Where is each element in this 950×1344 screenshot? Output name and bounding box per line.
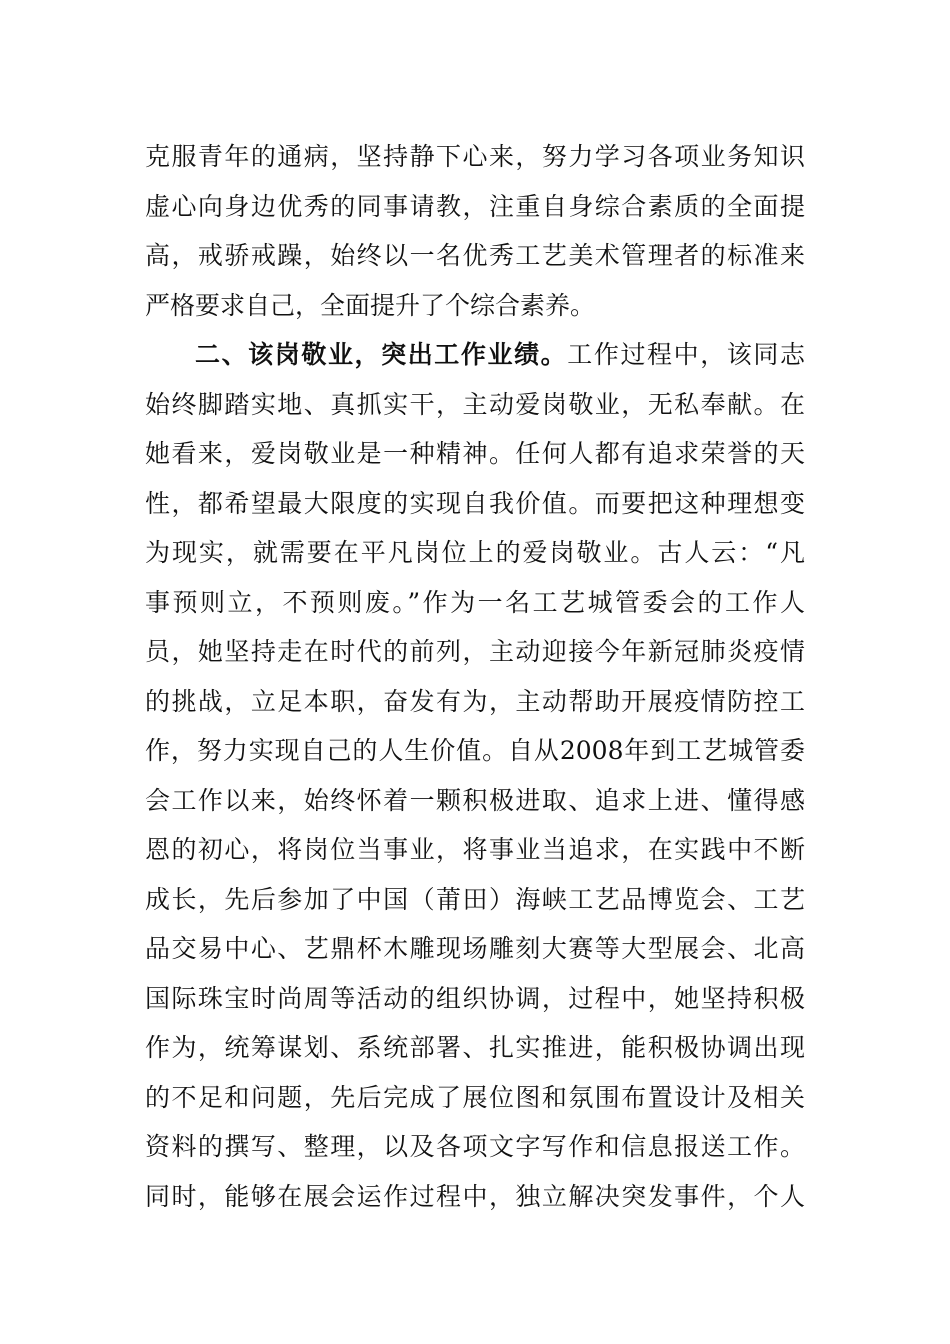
paragraph-2-line: 作为，统筹谋划、系统部署、扎实推进，能积极协调出现 (145, 1033, 805, 1062)
paragraph-2-line: 事预则立，不预则废。”作为一名工艺城管委会的工作人 (145, 587, 805, 617)
paragraph-1-line: 高，戒骄戒躁，始终以一名优秀工艺美术管理者的标准来 (145, 241, 805, 270)
paragraph-2-line: 她看来，爱岗敬业是一种精神。任何人都有追求荣誉的天 (145, 439, 805, 468)
body-text (145, 132, 805, 1221)
paragraph-2-lead: 工作过程中，该同志 (567, 340, 805, 369)
paragraph-2-line: 性，都希望最大限度的实现自我价值。而要把这种理想变 (145, 488, 805, 518)
paragraph-2-line: 作，努力实现自己的人生价值。自从2008年到工艺城管委 (145, 736, 805, 765)
paragraph-2-line: 国际珠宝时尚周等活动的组织协调，过程中，她坚持积极 (145, 983, 805, 1013)
paragraph-2-line: 的挑战，立足本职，奋发有为，主动帮助开展疫情防控工 (145, 686, 805, 716)
paragraph-2-line: 同时，能够在展会运作过程中，独立解决突发事件，个人 (145, 1181, 805, 1211)
paragraph-2-line: 的不足和问题，先后完成了展位图和氛围布置设计及相关 (145, 1082, 805, 1112)
paragraph-2-line: 始终脚踏实地、真抓实干，主动爱岗敬业，无私奉献。在 (145, 389, 805, 419)
paragraph-2-line: 资料的撰写、整理，以及各项文字写作和信息报送工作。 (145, 1132, 805, 1161)
paragraph-2-first-line (145, 330, 805, 380)
paragraph-2-line: 会工作以来，始终怀着一颗积极进取、追求上进、懂得感 (145, 785, 805, 815)
paragraph-2-line: 员，她坚持走在时代的前列，主动迎接今年新冠肺炎疫情 (145, 637, 805, 666)
paragraph-2-line: 品交易中心、艺鼎杯木雕现场雕刻大赛等大型展会、北高 (145, 934, 805, 963)
paragraph-1-line: 虚心向身边优秀的同事请教，注重自身综合素质的全面提 (145, 191, 805, 221)
paragraph-1-line: 严格要求自己，全面提升了个综合素养。 (145, 290, 596, 320)
paragraph-2-line: 恩的初心，将岗位当事业，将事业当追求，在实践中不断 (145, 835, 805, 864)
paragraph-2-line: 为现实，就需要在平凡岗位上的爱岗敬业。古人云：“凡 (145, 538, 805, 567)
section-heading: 二、该岗敬业，突出工作业绩。 (195, 340, 568, 369)
paragraph-1-line: 克服青年的通病，坚持静下心来，努力学习各项业务知识 (145, 142, 805, 171)
paragraph-2-line: 成长，先后参加了中国（莆田）海峡工艺品博览会、工艺 (145, 884, 805, 914)
